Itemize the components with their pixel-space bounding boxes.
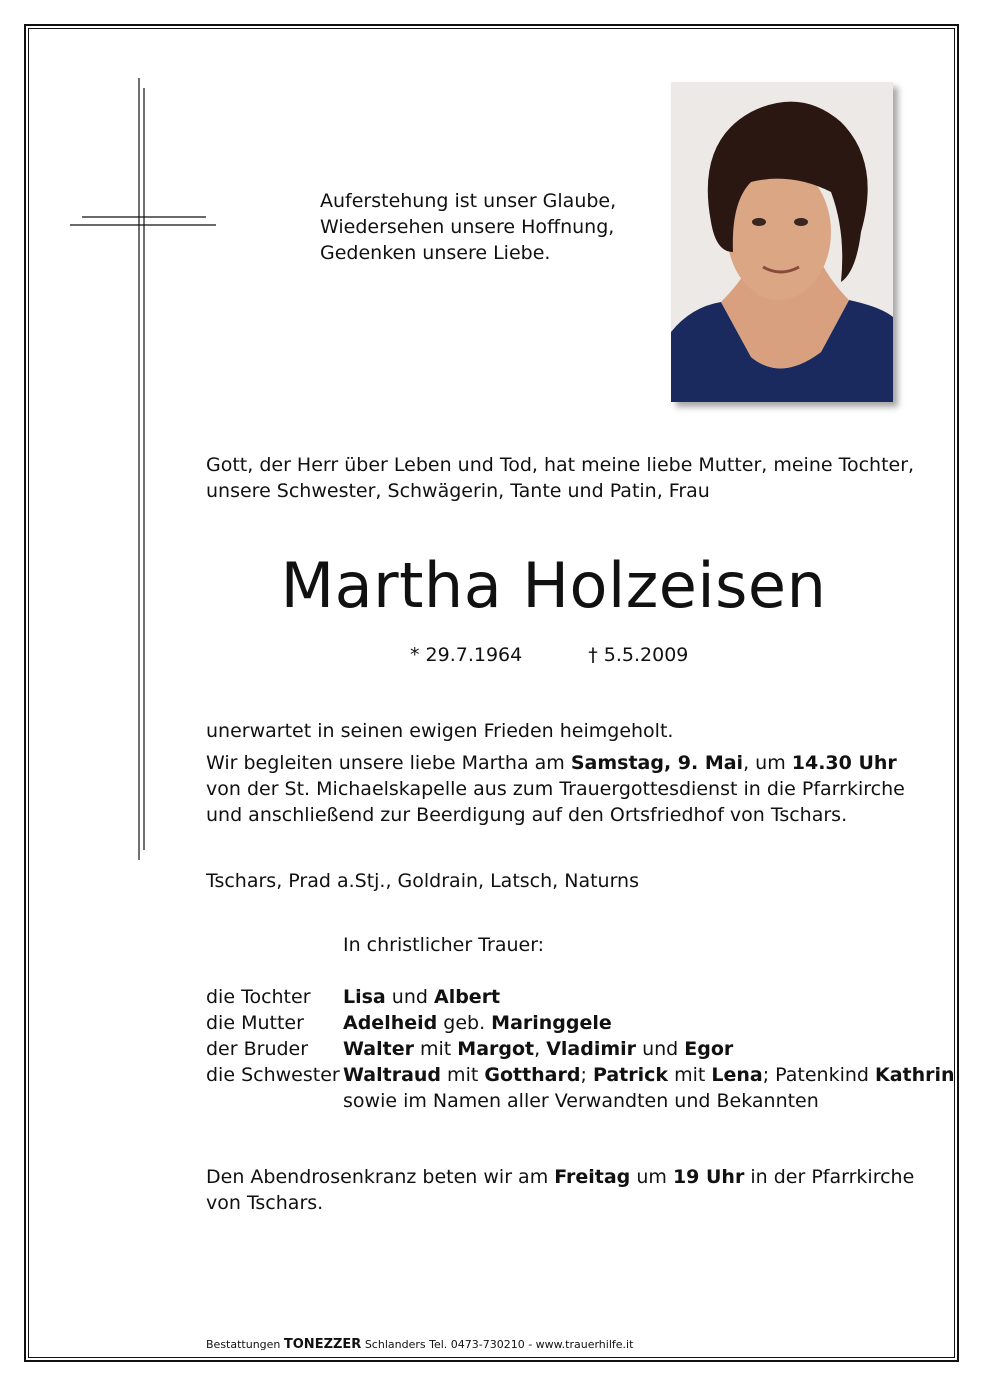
rosary-info [206,1164,914,1216]
deceased-name: Martha Holzeisen [280,549,827,622]
birth-date: * 29.7.1964 [410,644,523,666]
life-dates [410,642,688,668]
mourner-name: Walter [343,1038,414,1060]
connector: mit [441,1064,485,1086]
mourner-name: Maringgele [491,1012,612,1034]
connector: mit [413,1038,458,1060]
mourner-name: Lisa [343,986,386,1008]
intro-line: Gott, der Herr über Leben und Tod, hat meine liebe Mutter, meine Tochter, [206,454,915,476]
rosary-time: 19 Uhr [672,1166,745,1188]
names-daughter [343,984,500,1010]
relation-mother: die Mutter [206,1012,304,1034]
names-sister [343,1062,955,1088]
funeral-line-1 [206,750,905,776]
connector: geb. [437,1012,492,1034]
undertaker-name: TONEZZER [283,1337,362,1352]
rosary-text: um [630,1166,673,1188]
cross-icon [68,78,218,860]
relation-sister: die Schwester [206,1064,340,1086]
death-date: † 5.5.2009 [588,644,689,666]
connector: und [385,986,434,1008]
relation-daughter: die Tochter [206,986,311,1008]
connector: , [534,1038,547,1060]
mourner-name: Waltraud [343,1064,442,1086]
connector: ; Patenkind [762,1064,876,1086]
funeral-info [206,750,905,828]
funeral-line-2: von der St. Michaelskapelle aus zum Trauergottesdienst in die Pfarrkirche [206,778,905,800]
mourner-name: Margot [457,1038,535,1060]
mourner-name: Patrick [592,1064,669,1086]
mourner-name: Egor [684,1038,734,1060]
places-text: Tschars, Prad a.Stj., Goldrain, Latsch, Naturns [206,870,640,892]
rosary-text: in der Pfarrkirche [744,1166,915,1188]
rosary-day: Freitag [554,1166,631,1188]
intro-line: unsere Schwester, Schwägerin, Tante und Patin, Frau [206,480,710,502]
rosary-line-2: von Tschars. [206,1192,324,1214]
footer-text: Schlanders Tel. 0473-730210 - www.trauerhilfe.it [361,1338,634,1351]
funeral-text: , um [743,752,792,774]
connector: und [636,1038,685,1060]
rosary-line-1 [206,1164,914,1190]
connector: ; [580,1064,593,1086]
footer-credit [206,1338,633,1352]
mourning-heading: In christlicher Trauer: [343,934,545,956]
verse-line: Wiedersehen unsere Hoffnung, [320,216,615,238]
verse-line: Gedenken unsere Liebe. [320,242,551,264]
names-mother [343,1010,612,1036]
mourner-name: Kathrin [875,1064,955,1086]
connector: mit [668,1064,712,1086]
mourner-name: Gotthard [484,1064,581,1086]
funeral-text: Wir begleiten unsere liebe Martha am [206,752,571,774]
mourner-name: Lena [711,1064,763,1086]
mourner-name: Vladimir [546,1038,637,1060]
mourner-name: Adelheid [343,1012,438,1034]
funeral-date: Samstag, 9. Mai [570,752,744,774]
rosary-text: Den Abendrosenkranz beten wir am [206,1166,555,1188]
verse-line: Auferstehung ist unser Glaube, [320,190,617,212]
names-others: sowie im Namen aller Verwandten und Bekannten [343,1090,819,1112]
portrait-photo [671,82,893,402]
funeral-line-3: und anschließend zur Beerdigung auf den Ortsfriedhof von Tschars. [206,804,848,826]
relation-brother: der Bruder [206,1038,309,1060]
funeral-time: 14.30 Uhr [791,752,897,774]
homecall-text: unerwartet in seinen ewigen Frieden heimgeholt. [206,720,674,742]
mourner-name: Albert [433,986,501,1008]
verse [320,188,616,266]
names-brother [343,1036,733,1062]
intro-text [206,452,914,504]
footer-text: Bestattungen [206,1338,284,1351]
